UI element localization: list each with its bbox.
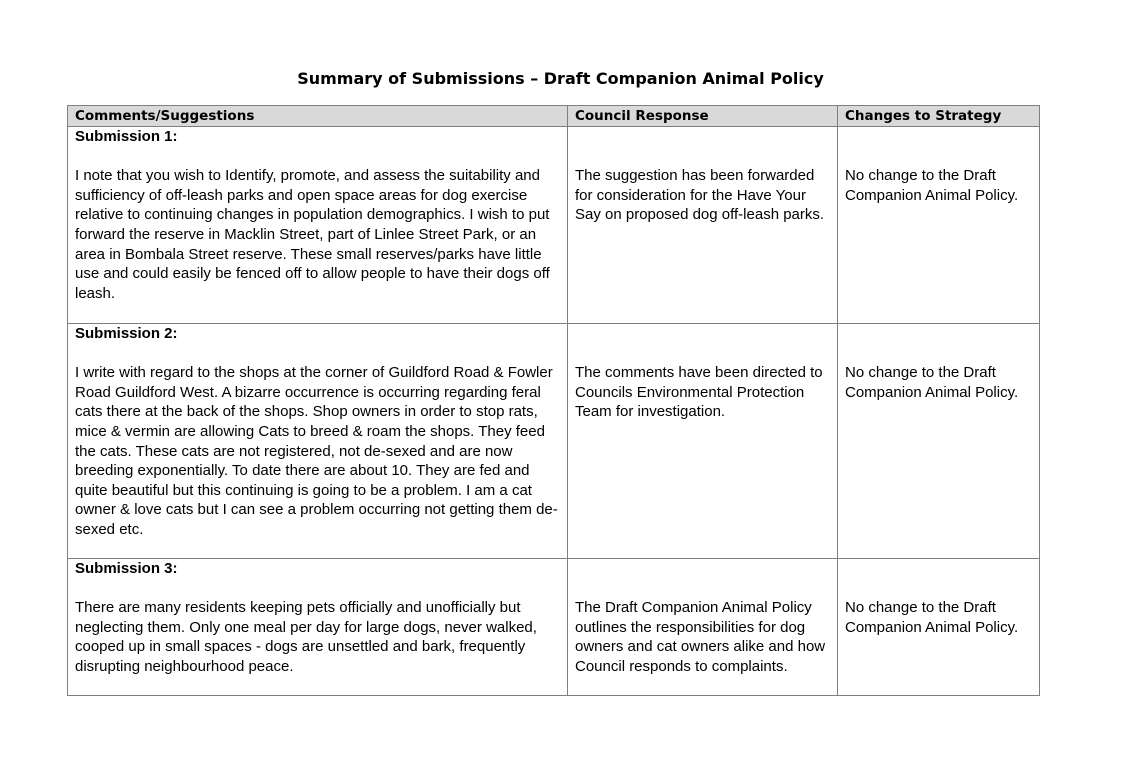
table-header-row [68,106,1040,127]
header-changes-to-strategy: Changes to Strategy [838,106,1040,127]
change-cell [838,559,1040,696]
change-cell [838,127,1040,324]
response-text: The Draft Companion Animal Policy outlines the responsibilities for dog owners and cat owners alike and how Council responds to complaints. [575,599,826,675]
table-row [68,127,1040,324]
response-text: The suggestion has been forwarded for consideration for the Have Your Say on proposed dog off-leash parks. [575,167,825,224]
document-title: Summary of Submissions – Draft Companion Animal Policy [297,69,824,88]
comment-cell [68,559,568,696]
comment-text: There are many residents keeping pets officially and unofficially but neglecting them. Only one meal per day for large dogs, never walked, cooped up in small spaces - dogs are unsettled and bark, frequently disrupting neighbourhood peace. [75,599,537,675]
comment-cell [68,324,568,559]
table-row [68,559,1040,696]
submissions-table [67,105,1040,696]
comment-text: I write with regard to the shops at the corner of Guildford Road & Fowler Road Guildford West. A bizarre occurrence is occurring regarding feral cats there at the back of the shops. Shop owners in order to stop rats, mice & vermin are allowing Cats to breed & roam the shops. They feed the cats. These cats are not registered, not de-sexed and are now breeding exponentially. To date there are about 10. They are fed and quite beautiful but this continuing is going to be a problem. I am a cat owner & love cats but I can see a problem occurring not getting them de-sexed etc. [75,364,558,538]
header-council-response: Council Response [568,106,838,127]
response-cell [568,127,838,324]
response-text: The comments have been directed to Councils Environmental Protection Team for investigation. [575,364,823,421]
change-text: No change to the Draft Companion Animal Policy. [845,167,1019,204]
change-text: No change to the Draft Companion Animal Policy. [845,364,1019,401]
change-text: No change to the Draft Companion Animal Policy. [845,599,1019,636]
submission-heading: Submission 1: [75,128,178,145]
comment-text: I note that you wish to Identify, promote, and assess the suitability and sufficiency of off-leash parks and open space areas for dog exercise relative to continuing changes in population demographics. I wish to put forward the reserve in Macklin Street, part of Linlee Street Park, or an area in Bombala Street reserve. These small reserves/parks have little use and could easily be fenced off to allow people to have their dogs off leash. [75,167,550,302]
response-cell [568,324,838,559]
header-comments-suggestions: Comments/Suggestions [68,106,568,127]
submission-heading: Submission 2: [75,325,178,342]
comment-cell [68,127,568,324]
change-cell [838,324,1040,559]
submission-heading: Submission 3: [75,560,178,577]
response-cell [568,559,838,696]
table-row [68,324,1040,559]
